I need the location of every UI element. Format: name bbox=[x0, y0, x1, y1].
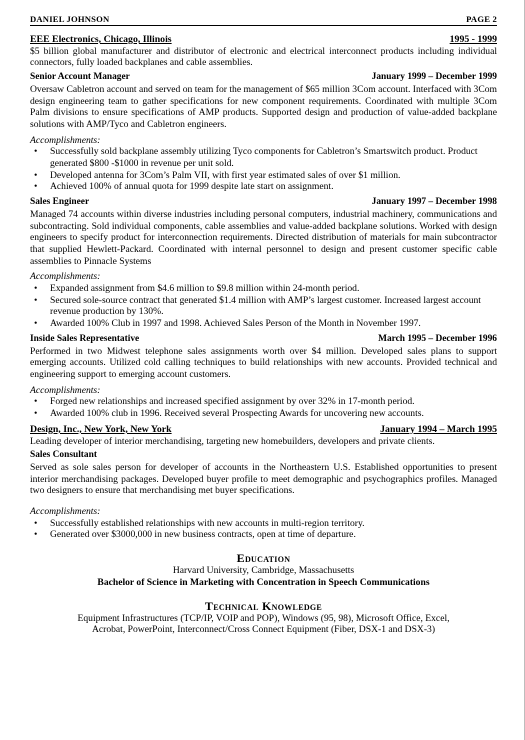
education-block bbox=[30, 565, 497, 588]
technical-line: Equipment Infrastructures (TCP/IP, VOIP and POP), Windows (95, 98), Microsoft Office, Excel, bbox=[77, 612, 450, 624]
degree: Bachelor of Science in Marketing with Concentration in Speech Communications bbox=[97, 576, 430, 588]
accomplishments-label: Accomplishments: bbox=[30, 134, 101, 146]
role-title: Inside Sales Representative bbox=[30, 333, 140, 344]
company-name: Design, Inc., New York, New York bbox=[30, 423, 172, 435]
company-heading bbox=[30, 34, 497, 46]
list-item: • Forged new relationships and increased specified assignment by over 32% in 17-month period. bbox=[50, 396, 497, 408]
role-description: Oversaw Cabletron account and served on team for the management of $65 million 3Com account. Interfaced with 3Com design engineering team to gather specifications for new component requirements. Coordinated with multiple 3Com Palm divisions to ensure specifications of AMP products. Supported design and production of value-added backplane solutions with AMP/Tyco and Cabletron engineers. bbox=[30, 83, 497, 130]
company-dates: 1995 - 1999 bbox=[449, 34, 497, 45]
technical-block bbox=[30, 613, 497, 636]
role-heading bbox=[30, 197, 497, 209]
list-item: • Awarded 100% club in 1996. Received several Prospecting Awards for uncovering new accounts. bbox=[50, 408, 497, 420]
list-item: • Expanded assignment from $4.6 million to $9.8 million within 24-month period. bbox=[50, 283, 497, 295]
accomplishments-list bbox=[30, 518, 497, 541]
company-heading bbox=[30, 424, 497, 436]
education-heading: Education bbox=[236, 551, 291, 566]
page-header bbox=[30, 14, 497, 26]
list-item: • Achieved 100% of annual quota for 1999 despite late start on assignment. bbox=[50, 181, 497, 193]
school-name: Harvard University, Cambridge, Massachusetts bbox=[172, 565, 355, 577]
accomplishments-list bbox=[30, 283, 497, 330]
role-description: Served as sole sales person for developer of accounts in the Northeastern U.S. Established opportunities to present interior merchandising packages. Developed buyer profile to meet demographic and psychographics profiles. Managed two designers to ensure that merchandising met buyer specifications. bbox=[30, 461, 497, 497]
list-item: • Successfully established relationships with new accounts in multi-region territory. bbox=[50, 518, 497, 530]
role-heading bbox=[30, 72, 497, 84]
accomplishments-label: Accomplishments: bbox=[30, 271, 101, 283]
list-item: • Generated over $3000,000 in new business contracts, open at time of departure. bbox=[50, 529, 497, 541]
company-name: EEE Electronics, Chicago, Illinois bbox=[30, 34, 172, 45]
role-title: Sales Consultant bbox=[30, 450, 97, 461]
list-item: • Secured sole-source contract that generated $1.4 million with AMP’s largest customer. Increased largest account revenue production by 130%. bbox=[50, 295, 497, 318]
accomplishments-label: Accomplishments: bbox=[30, 506, 101, 518]
role-title: Senior Account Manager bbox=[30, 72, 130, 83]
technical-heading: Technical Knowledge bbox=[204, 598, 323, 613]
candidate-name: DANIEL JOHNSON bbox=[30, 14, 110, 24]
resume-content bbox=[30, 14, 497, 636]
role-description: Managed 74 accounts within diverse industries including personal computers, industrial machinery, communications and subcontracting. Sold individual components, cable assemblies and value-added backplane solutions. Worked with design engineers to specify product for interconnection requirements. Directed distribution of materials for main subcontractor that supplied Hewlett-Packard. Coordinated with internal personnel to design and present customer specific cable assemblies to Pinnacle Systems bbox=[30, 208, 497, 267]
role-heading bbox=[30, 450, 497, 462]
role-dates: March 1995 – December 1996 bbox=[378, 333, 497, 344]
role-dates: January 1999 – December 1999 bbox=[371, 72, 497, 83]
accomplishments-label: Accomplishments: bbox=[30, 384, 101, 396]
page-number: PAGE 2 bbox=[466, 14, 497, 24]
company-summary: $5 billion global manufacturer and distributor of electronic and electrical interconnect products including individual connectors, fully loaded backplanes and cable assemblies. bbox=[30, 45, 497, 69]
role-title: Sales Engineer bbox=[30, 197, 90, 208]
technical-line: Acrobat, PowerPoint, Interconnect/Cross Connect Equipment (Fiber, DSX-1 and DSX-3) bbox=[91, 624, 436, 636]
list-item: • Developed antenna for 3Com’s Palm VII, with first year estimated sales of over $1 million. bbox=[50, 170, 497, 182]
list-item: • Awarded 100% Club in 1997 and 1998. Achieved Sales Person of the Month in November 1997. bbox=[50, 318, 497, 330]
accomplishments-list bbox=[30, 146, 497, 193]
company-dates: January 1994 – March 1995 bbox=[380, 423, 497, 435]
role-description: Performed in two Midwest telephone sales assignments worth over $4 million. Developed sales plans to support emerging accounts. Utilized cold calling techniques to build relationships with new accounts. Provided technical and engineering support to emerging account customers. bbox=[30, 345, 497, 380]
list-item: • Successfully sold backplane assembly utilizing Tyco components for Cabletron’s Smartswitch product. Product generated $800 -$1000 in revenue per unit sold. bbox=[50, 146, 497, 169]
role-dates: January 1997 – December 1998 bbox=[371, 197, 497, 208]
company-summary: Leading developer of interior merchandising, targeting new homebuilders, developers and private clients. bbox=[30, 435, 435, 447]
role-heading bbox=[30, 334, 497, 346]
accomplishments-list bbox=[30, 396, 497, 419]
